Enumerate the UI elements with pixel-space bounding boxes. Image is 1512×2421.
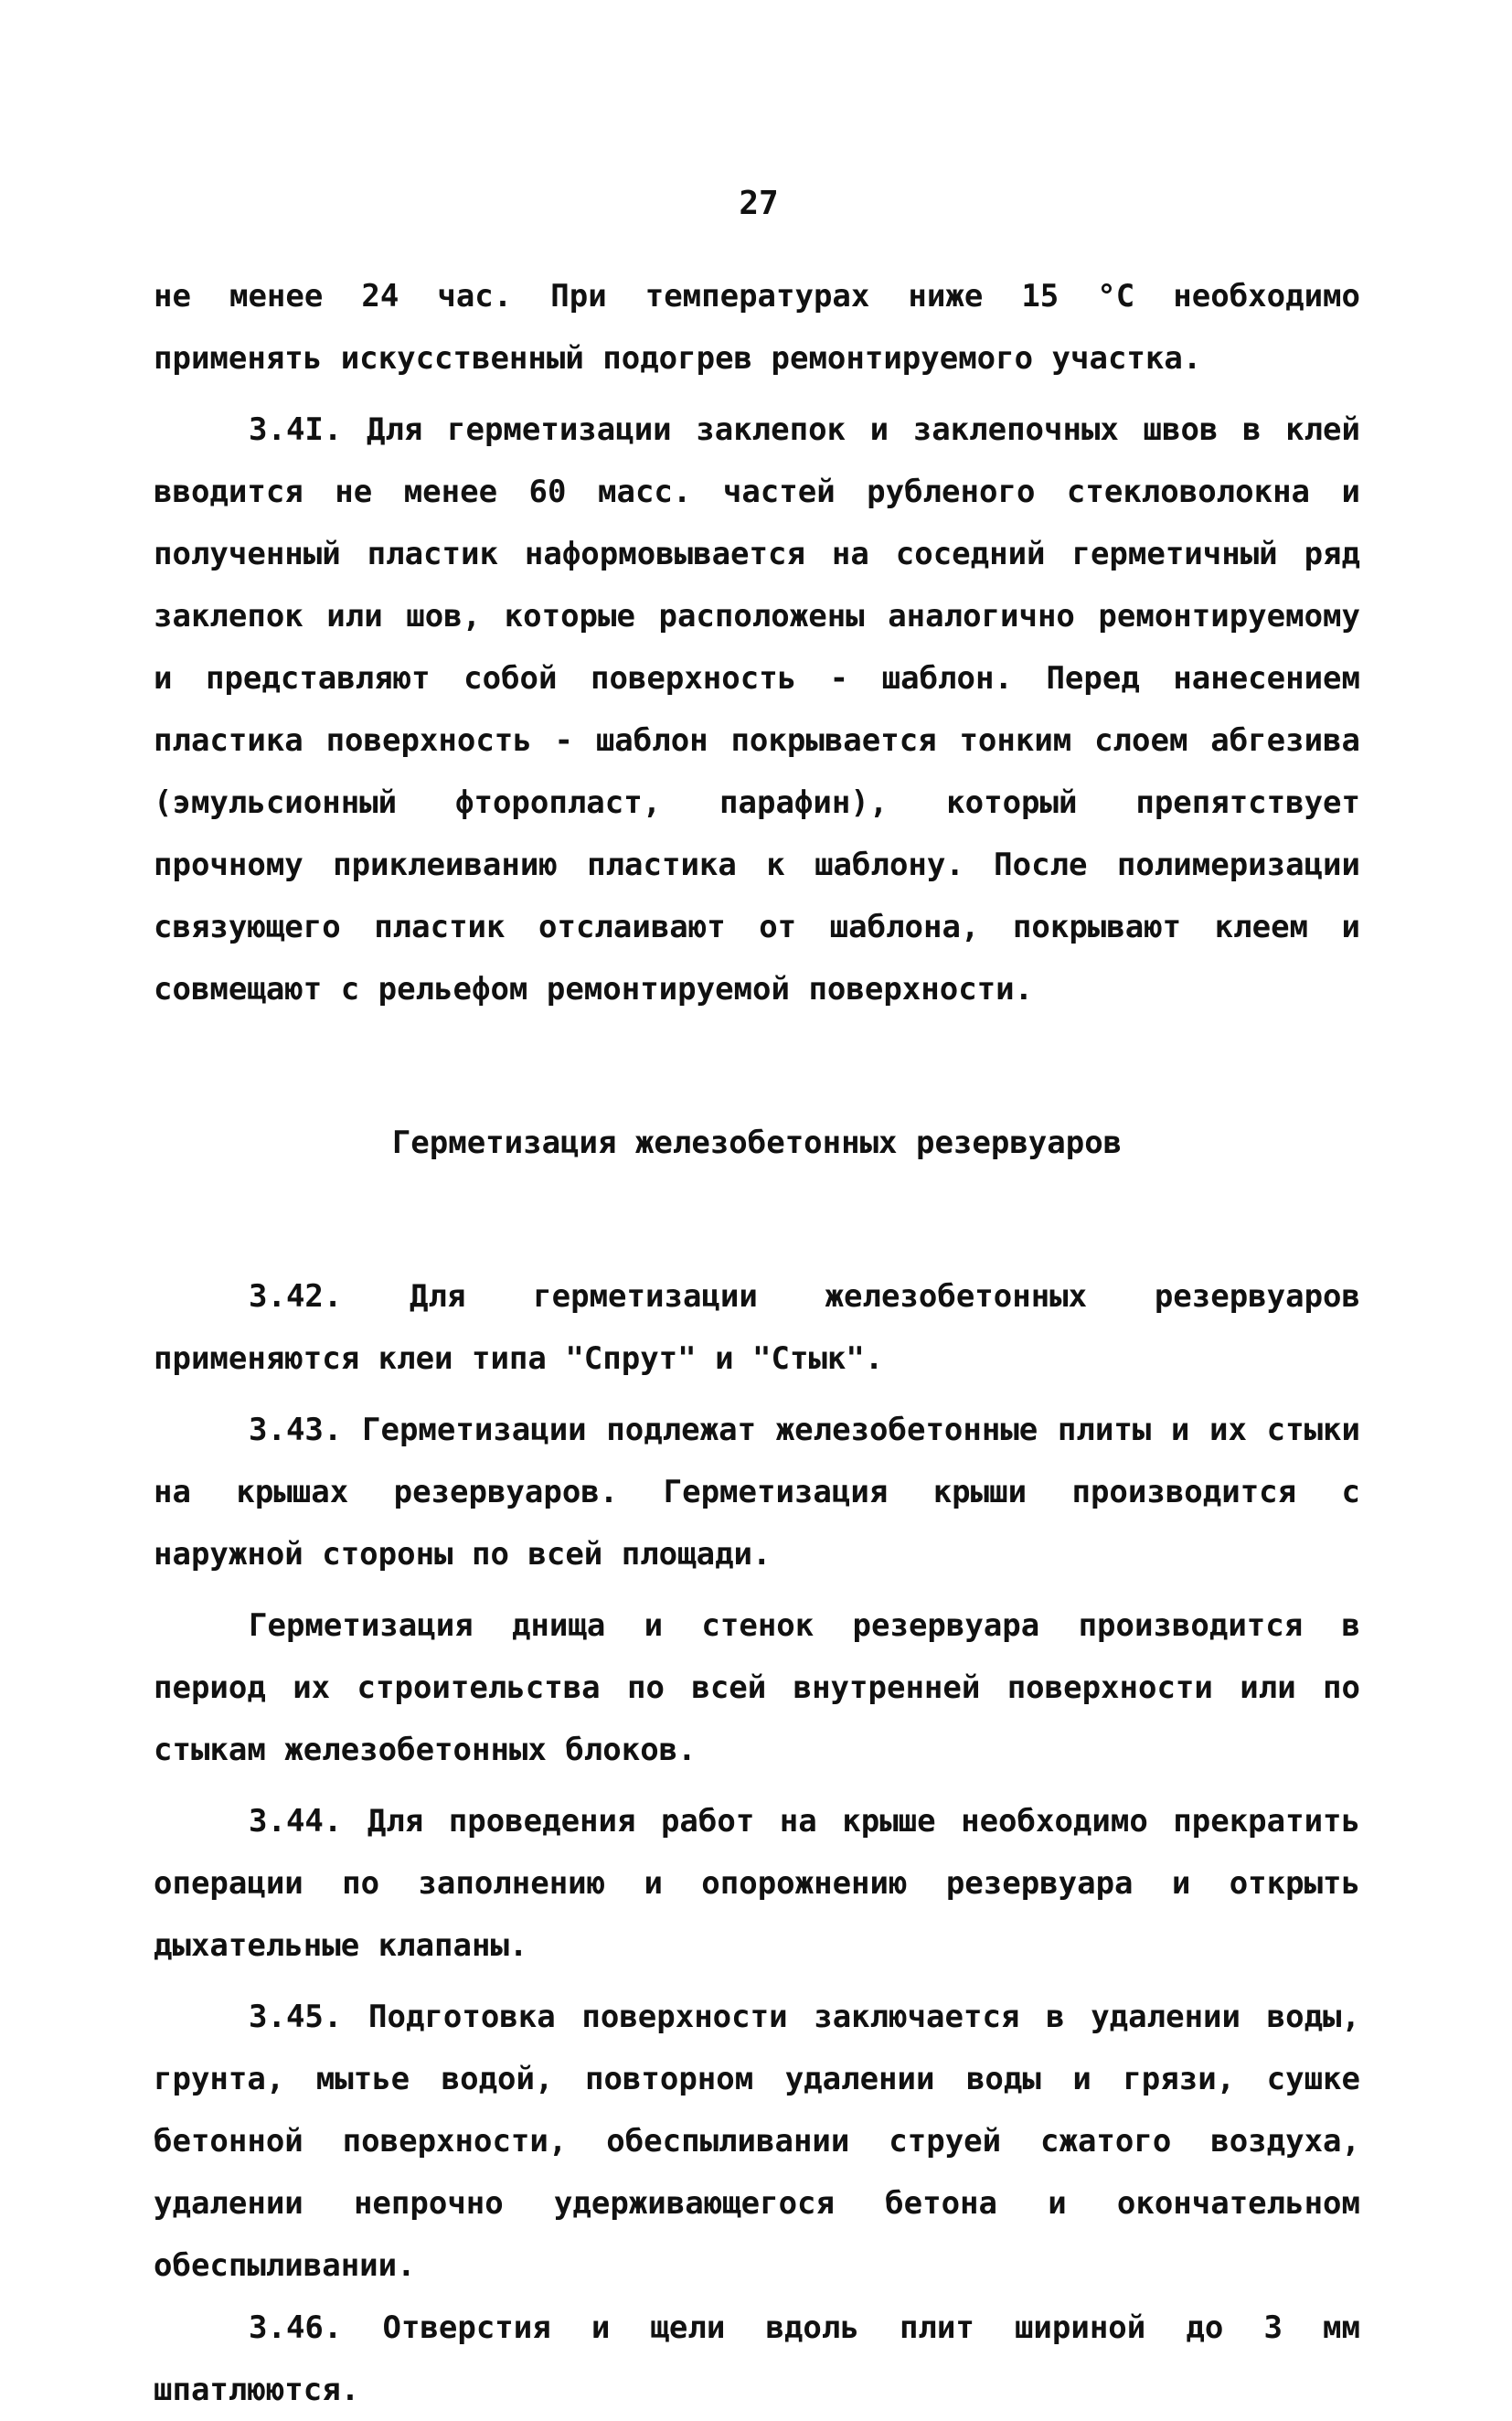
paragraph-3-41: 3.4I. Для герметизации заклепок и заклепочных швов в клей вводится не менее 60 масс. частей рубленого стекловолокна и полученный пластик наформовывается на соседний герметичный ряд заклепок или шов, которые расположены аналогично ремонтируемому и представляют собой поверхность - шаблон. Перед нанесением пластика поверхность - шаблон покрывается тонким слоем абгезива (эмульсионный фторопласт, парафин), который препятствует прочному приклеиванию пластика к шаблону. После полимеризации связующего пластик отслаивают от шаблона, покрывают клеем и совмещают с рельефом ремонтируемой поверхности.	[154, 411, 1360, 1008]
paragraph-3-46: 3.46. Отверстия и щели вдоль плит шириной до 3 мм шпатлюются.	[154, 2309, 1360, 2408]
page-number: 27	[739, 185, 779, 222]
paragraph-3-43: 3.43. Герметизации подлежат железобетонные плиты и их стыки на крышах резервуаров. Герметизация крыши производится с наружной стороны по всей площади.	[154, 1412, 1360, 1573]
paragraph-3-44: 3.44. Для проведения работ на крыше необходимо прекратить операции по заполнению и опорожнению резервуара и открыть дыхательные клапаны.	[154, 1803, 1360, 1964]
paragraph-3-42: 3.42. Для герметизации железобетонных резервуаров применяются клеи типа "Спрут" и "Стык".	[154, 1278, 1360, 1377]
document-body	[154, 265, 1360, 2421]
paragraph-continuation: не менее 24 час. При температурах ниже 15 °С необходимо применять искусственный подогрев ремонтируемого участка.	[154, 278, 1360, 377]
paragraph-3-45: 3.45. Подготовка поверхности заключается в удалении воды, грунта, мытье водой, повторном удалении воды и грязи, сушке бетонной поверхности, обеспыливании струей сжатого воздуха, удалении непрочно удерживающегося бетона и окончательном обеспыливании.	[154, 1999, 1360, 2284]
paragraph-bottom-walls: Герметизация днища и стенок резервуара производится в период их строительства по всей внутренней поверхности или по стыкам железобетонных блоков.	[154, 1607, 1360, 1768]
section-heading: Герметизация железобетонных резервуаров	[391, 1125, 1123, 1161]
